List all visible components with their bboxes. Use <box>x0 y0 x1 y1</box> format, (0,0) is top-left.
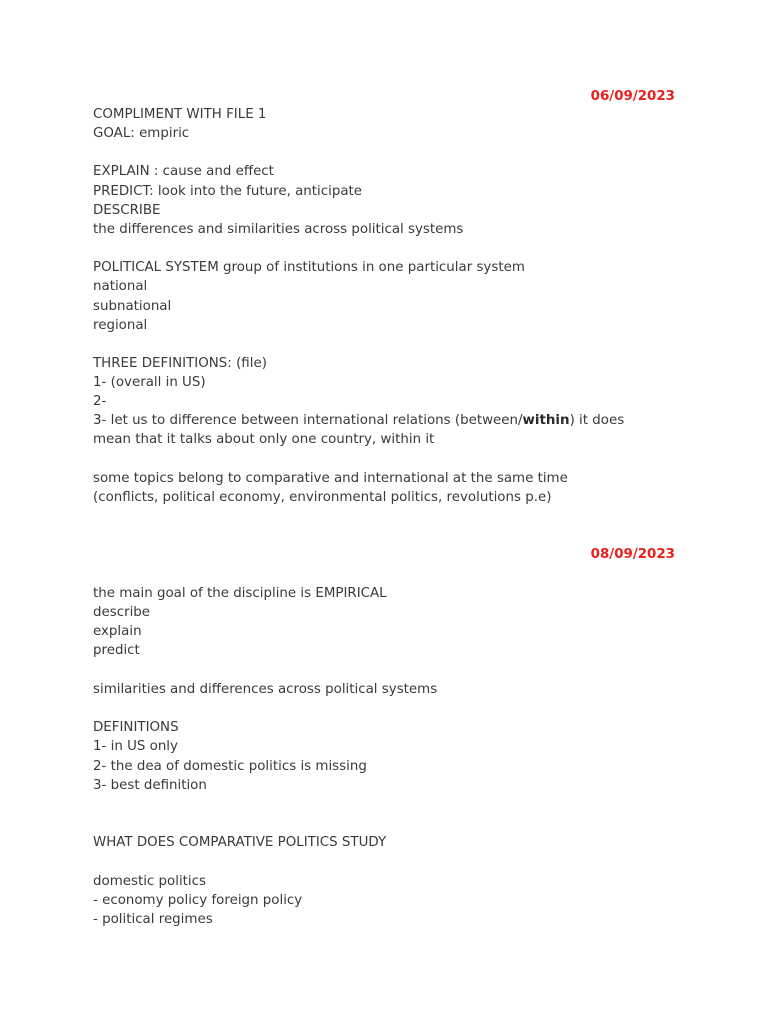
text-line: EXPLAIN : cause and effect <box>93 164 274 179</box>
date-heading-2: 08/09/2023 <box>590 547 675 562</box>
text-line: (conflicts, political economy, environmental politics, revolutions p.e) <box>93 490 552 505</box>
text-line: predict <box>93 643 140 658</box>
text-line: explain <box>93 624 142 639</box>
text-line: 1- (overall in US) <box>93 375 206 390</box>
text-segment: ) it does <box>569 413 625 428</box>
bold-word-within: within <box>522 413 570 428</box>
text-line: DEFINITIONS <box>93 720 179 735</box>
text-line-mixed <box>93 411 693 430</box>
text-line: similarities and differences across political systems <box>93 682 438 697</box>
text-line: GOAL: empiric <box>93 126 190 141</box>
text-line: WHAT DOES COMPARATIVE POLITICS STUDY <box>93 835 387 850</box>
text-line: - political regimes <box>93 912 213 927</box>
text-line: domestic politics <box>93 874 206 889</box>
text-line: THREE DEFINITIONS: (file) <box>93 356 267 371</box>
text-line: national <box>93 279 148 294</box>
text-line: describe <box>93 605 151 620</box>
text-line: 1- in US only <box>93 739 178 754</box>
text-line: DESCRIBE <box>93 203 161 218</box>
text-line: regional <box>93 318 148 333</box>
text-line: 2- the dea of domestic politics is missing <box>93 759 367 774</box>
text-line: PREDICT: look into the future, anticipate <box>93 184 363 199</box>
text-line: POLITICAL SYSTEM group of institutions in one particular system <box>93 260 525 275</box>
text-line: the differences and similarities across political systems <box>93 222 464 237</box>
text-line: 3- best definition <box>93 778 207 793</box>
date-heading-1: 06/09/2023 <box>590 89 675 104</box>
text-line: subnational <box>93 299 172 314</box>
text-line: - economy policy foreign policy <box>93 893 303 908</box>
text-segment: 3- let us to difference between international relations (between/ <box>93 413 523 428</box>
text-line: 2- <box>93 394 107 409</box>
text-line: the main goal of the discipline is EMPIRICAL <box>93 586 387 601</box>
text-line: some topics belong to comparative and international at the same time <box>93 471 568 486</box>
text-line: COMPLIMENT WITH FILE 1 <box>93 107 267 122</box>
text-line: mean that it talks about only one country, within it <box>93 432 435 447</box>
